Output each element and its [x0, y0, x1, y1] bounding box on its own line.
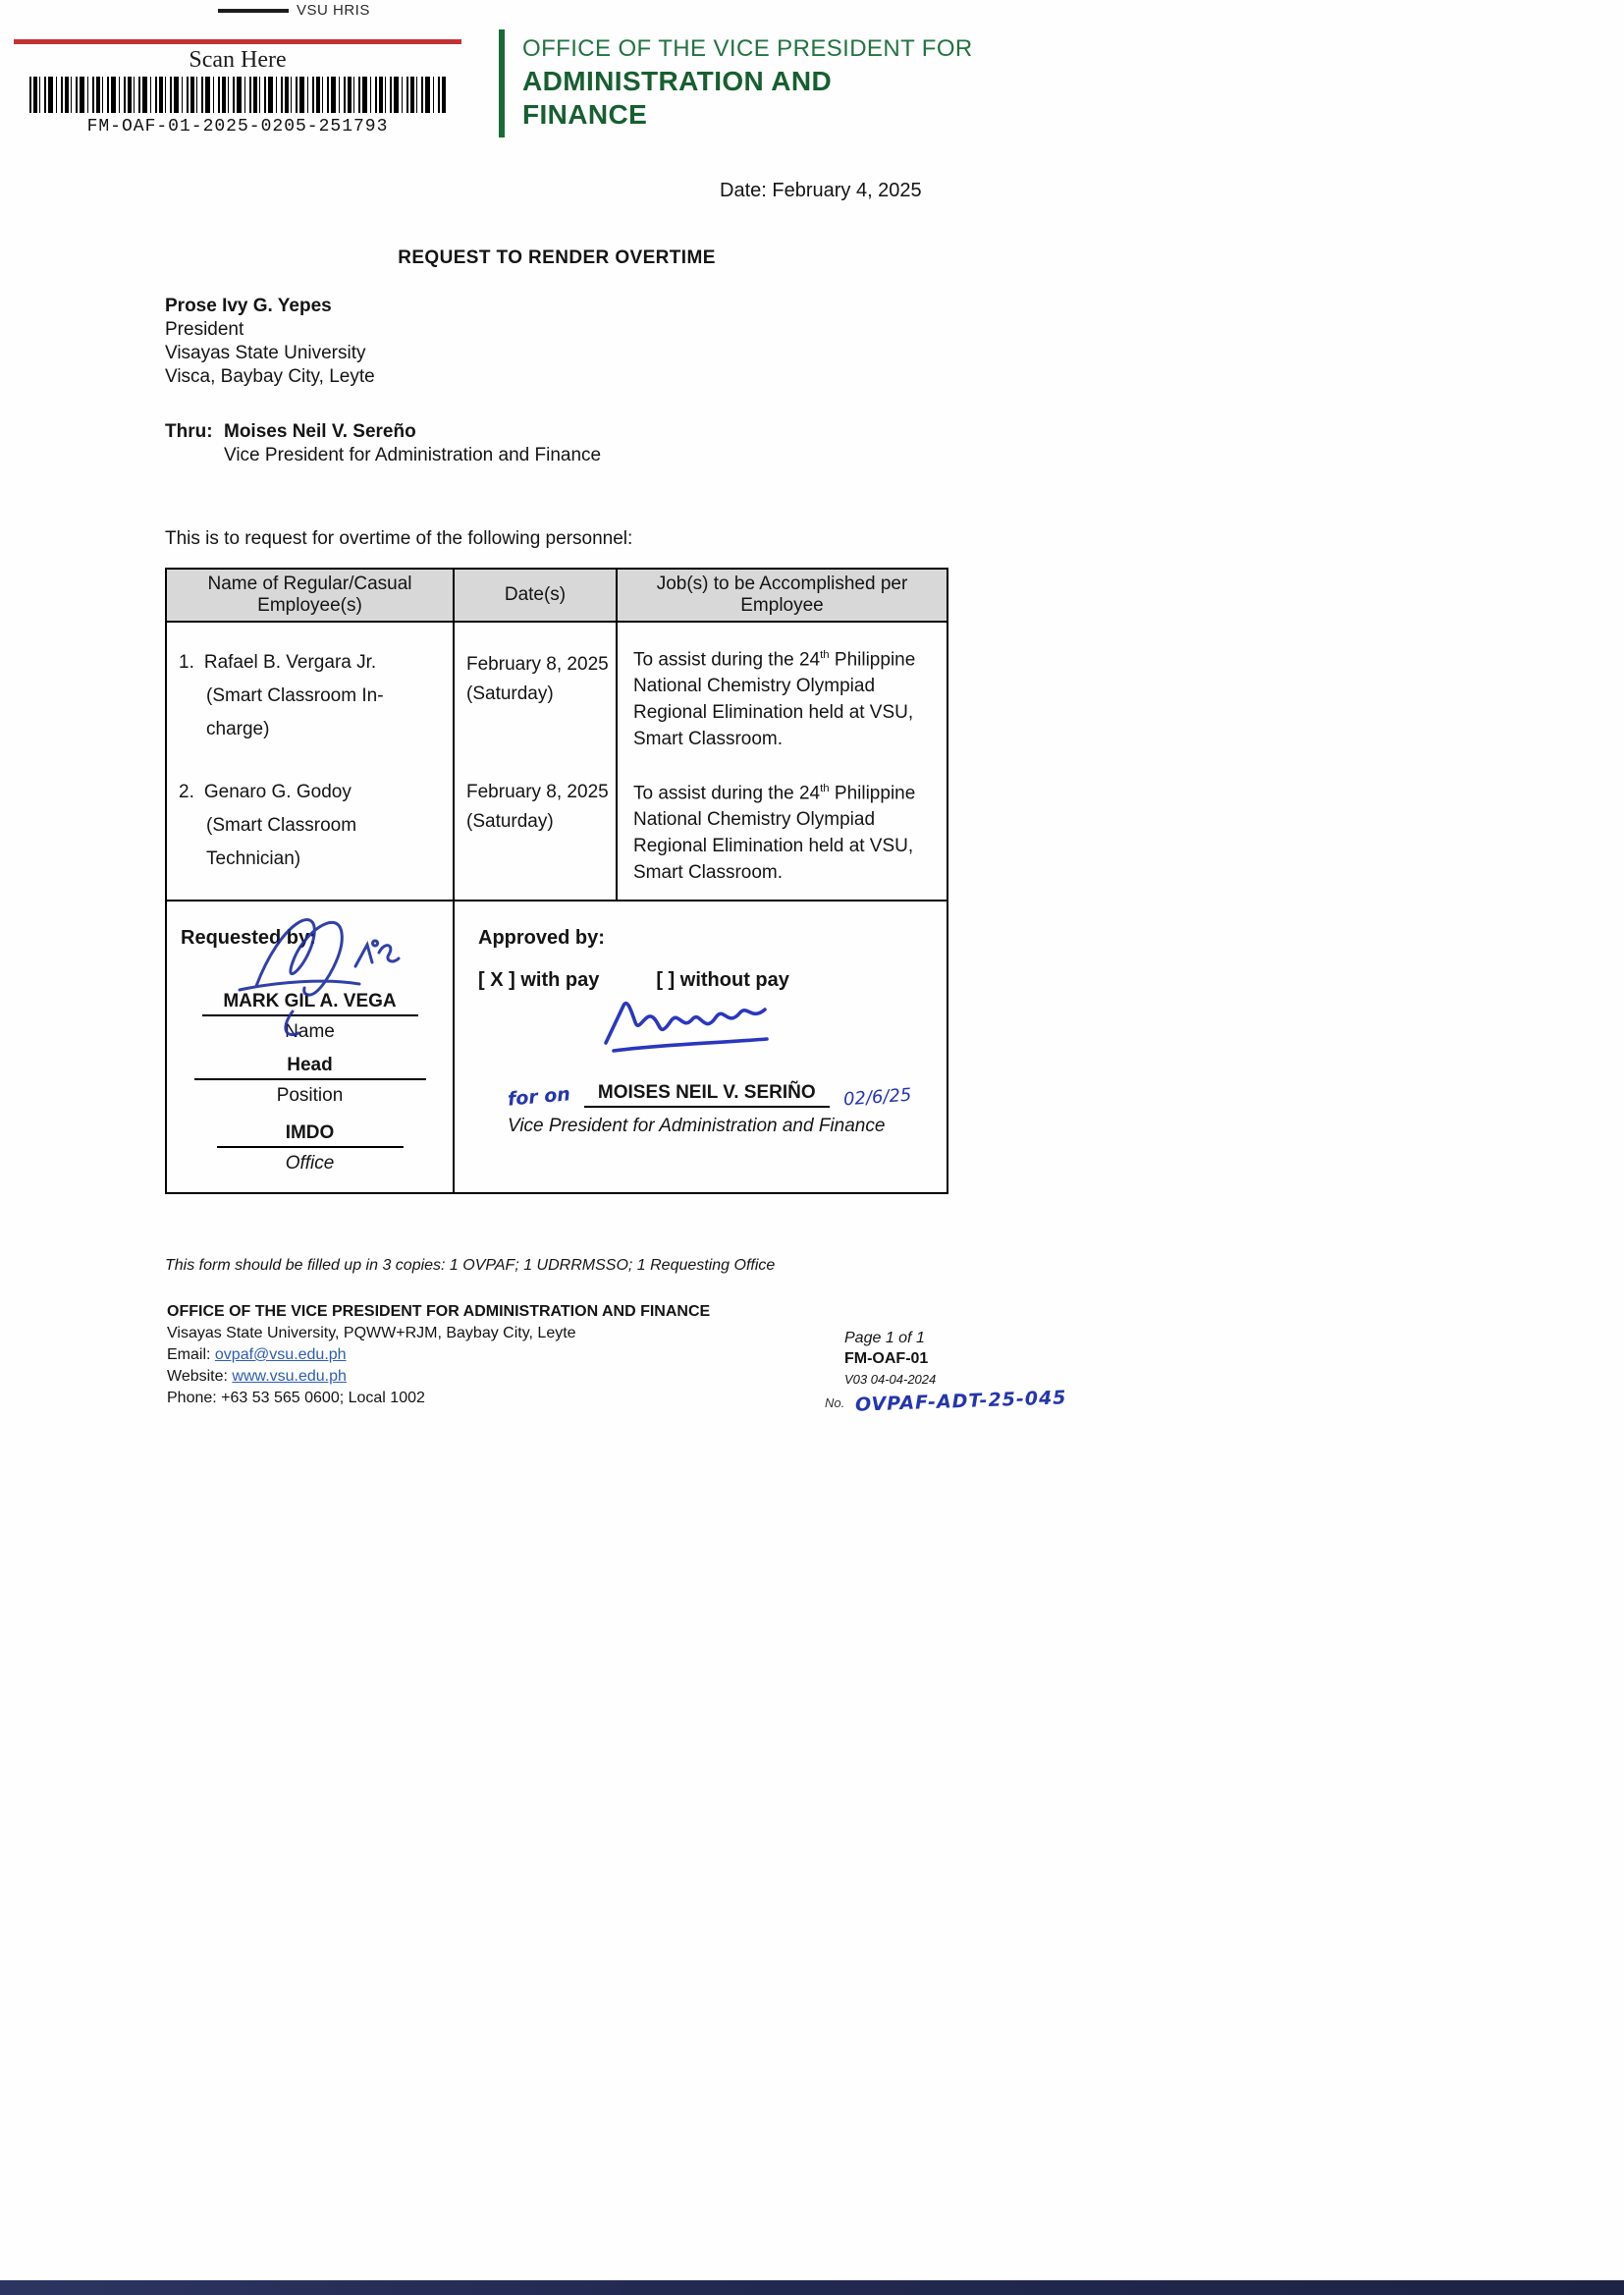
- job-description: To assist during the 24th Philippine National Chemistry Olympiad Regional Elimination held at VSU, Smart Classroom.: [633, 783, 916, 884]
- approved-by-cell: [455, 902, 950, 1192]
- pay-options: [478, 969, 950, 992]
- job-entry-1: [618, 623, 947, 762]
- tracking-number-line: [825, 1387, 1067, 1416]
- requester-signature: [232, 896, 404, 1043]
- name-caption: Name: [285, 1021, 335, 1042]
- overtime-table: [165, 568, 948, 1194]
- footer-office-block: [167, 1301, 710, 1409]
- employee-entry-2: [167, 762, 453, 900]
- approver-position: Vice President for Administration and Finance: [508, 1116, 886, 1136]
- website-label: Website:: [167, 1368, 228, 1385]
- without-pay-checkbox: [ ] without pay: [656, 969, 789, 991]
- copies-note: This form should be filled up in 3 copies: 1 OVPAF; 1 UDRRMSSO; 1 Requesting Office: [165, 1257, 776, 1274]
- document-title: REQUEST TO RENDER OVERTIME: [398, 247, 716, 268]
- footer-website-line: [167, 1366, 710, 1388]
- addressee-organization: Visayas State University: [165, 343, 366, 363]
- thru-label: Thru:: [165, 421, 213, 442]
- employee-name: Rafael B. Vergara Jr.: [203, 652, 377, 673]
- requester-position: Head: [194, 1055, 426, 1080]
- overtime-date: February 8, 2025 (Saturday): [466, 782, 609, 832]
- office-caption: Office: [285, 1153, 335, 1174]
- date-entry-1: [455, 623, 616, 762]
- handwritten-note: for on: [507, 1083, 571, 1111]
- office-name-line2: ADMINISTRATION AND: [522, 66, 833, 96]
- email-label: Email:: [167, 1346, 211, 1363]
- tracking-label: No.: [825, 1395, 845, 1410]
- office-name-line1: OFFICE OF THE VICE PRESIDENT FOR: [522, 35, 973, 62]
- header-dates: Date(s): [455, 570, 618, 621]
- employee-number: 1.: [179, 652, 194, 673]
- scan-bottom-edge: [0, 2280, 1624, 2295]
- barcode: [29, 77, 448, 113]
- scan-red-line: [14, 39, 461, 44]
- footer-office-address: Visayas State University, PQWW+RJM, Baybay City, Leyte: [167, 1325, 576, 1341]
- overtime-date: February 8, 2025 (Saturday): [466, 654, 609, 704]
- job-description: To assist during the 24th Philippine National Chemistry Olympiad Regional Elimination held at VSU, Smart Classroom.: [633, 649, 916, 750]
- thru-position: Vice President for Administration and Finance: [224, 445, 602, 465]
- signature-row: [167, 900, 947, 1192]
- footer-office-name: OFFICE OF THE VICE PRESIDENT FOR ADMINISTRATION AND FINANCE: [167, 1303, 711, 1320]
- office-letterhead: [499, 29, 973, 137]
- requested-by-cell: [167, 902, 455, 1192]
- requester-office: IMDO: [217, 1122, 404, 1148]
- employee-role: (Smart Classroom In-charge): [206, 685, 384, 739]
- handwritten-date: 02/6/25: [841, 1084, 912, 1111]
- barcode-number: FM-OAF-01-2025-0205-251793: [86, 117, 389, 137]
- header-jobs: Job(s) to be Accomplished per Employee: [656, 574, 908, 616]
- position-caption: Position: [276, 1085, 344, 1106]
- approved-by-label: Approved by:: [478, 927, 605, 949]
- form-code: FM-OAF-01: [844, 1350, 929, 1367]
- scan-here-label: Scan Here: [189, 47, 287, 73]
- with-pay-checkbox: [ X ] with pay: [478, 969, 600, 991]
- dates-column: [455, 623, 618, 900]
- hris-label: VSU HRIS: [297, 2, 370, 19]
- table-header-row: [167, 570, 947, 621]
- website-link[interactable]: www.vsu.edu.ph: [232, 1368, 347, 1385]
- addressee-name: Prose Ivy G. Yepes: [165, 296, 332, 316]
- page-number: Page 1 of 1: [844, 1330, 925, 1346]
- jobs-column: [618, 623, 947, 900]
- requested-by-label: Requested by:: [181, 927, 316, 949]
- thru-name: Moises Neil V. Sereño: [224, 421, 416, 442]
- employee-entry-1: [167, 623, 453, 762]
- employee-number: 2.: [179, 782, 194, 802]
- approver-name: MOISES NEIL V. SERIÑO: [584, 1082, 830, 1108]
- date-entry-2: [455, 762, 616, 837]
- tracking-number-handwritten: OVPAF-ADT-25-045: [854, 1387, 1067, 1416]
- job-entry-2: [618, 762, 947, 886]
- header-employee-name: Name of Regular/Casual Employee(s): [167, 570, 455, 621]
- date-line: Date: February 4, 2025: [720, 180, 922, 201]
- footer-phone-line: Phone: +63 53 565 0600; Local 1002: [167, 1390, 425, 1406]
- footer-form-info: [825, 1328, 1067, 1416]
- employee-name: Genaro G. Godoy: [203, 782, 352, 802]
- requester-name: MARK GIL A. VEGA: [202, 991, 418, 1016]
- addressee-address: Visca, Baybay City, Leyte: [165, 366, 375, 387]
- employee-name-column: [167, 623, 455, 900]
- footer-email-line: [167, 1344, 710, 1366]
- office-name-line3: FINANCE: [522, 99, 648, 130]
- thru-block: [165, 420, 601, 467]
- approver-signature: [600, 996, 782, 1059]
- hris-header: [218, 2, 370, 19]
- addressee-position: President: [165, 319, 244, 340]
- employee-role: (Smart Classroom Technician): [206, 815, 357, 869]
- approved-name-row: [507, 1082, 950, 1111]
- torn-edge-line: [218, 9, 289, 13]
- email-link[interactable]: ovpaf@vsu.edu.ph: [214, 1346, 347, 1363]
- form-version: V03 04-04-2024: [844, 1372, 937, 1387]
- addressee-block: [165, 295, 375, 389]
- table-body: [167, 621, 947, 900]
- intro-line: This is to request for overtime of the following personnel:: [165, 528, 633, 549]
